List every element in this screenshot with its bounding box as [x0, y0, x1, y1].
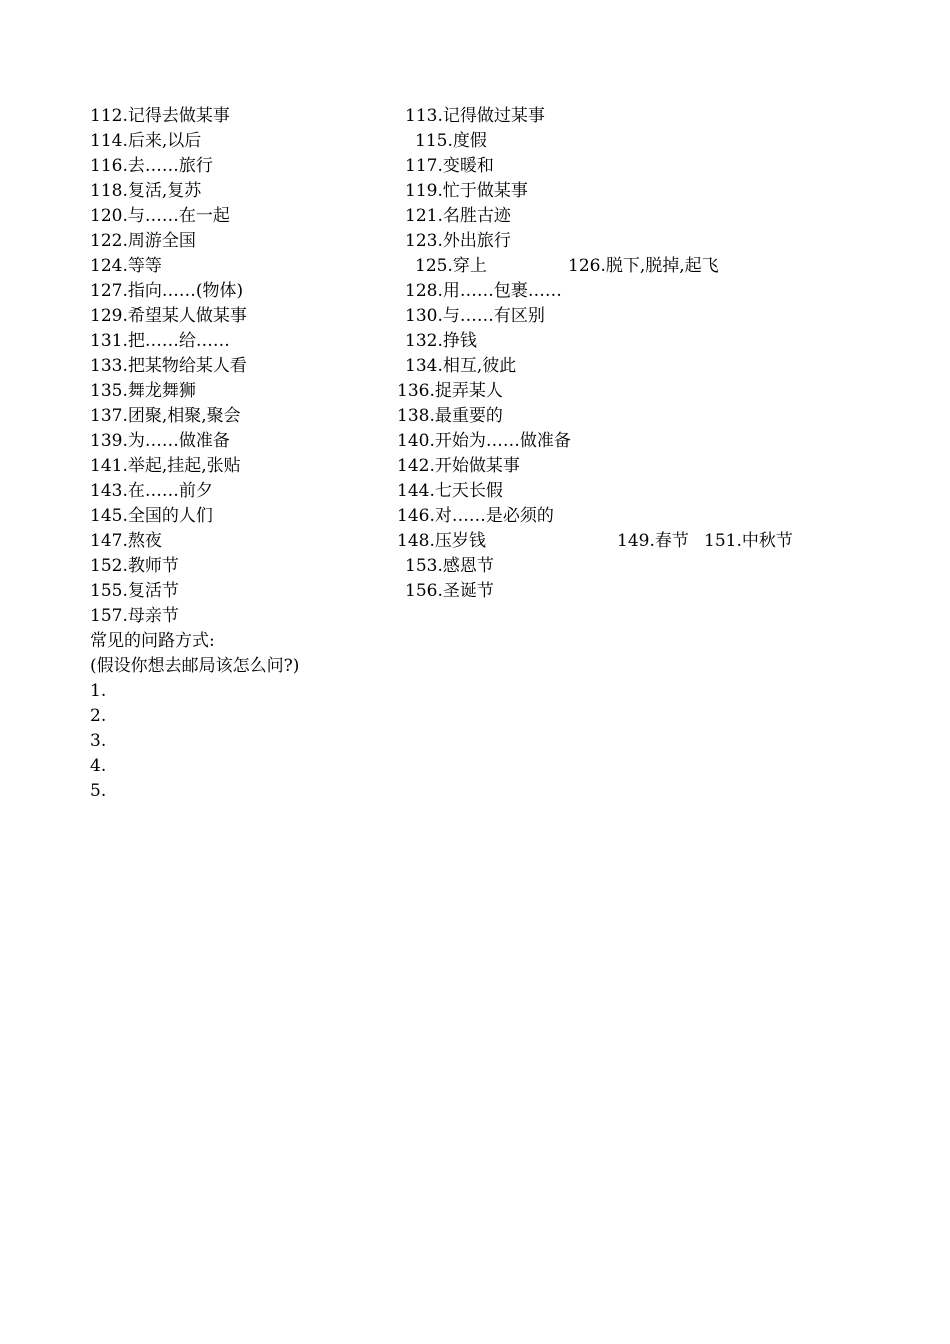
phrase-129: 129.希望某人做某事 [90, 306, 247, 326]
phrase-113: 113.记得做过某事 [405, 106, 545, 126]
phrase-115: 115.度假 [415, 131, 487, 151]
answer-line-4: 4. [90, 756, 107, 776]
phrase-123: 123.外出旅行 [405, 231, 511, 251]
phrase-153: 153.感恩节 [405, 556, 494, 576]
phrase-133: 133.把某物给某人看 [90, 356, 247, 376]
phrase-141: 141.举起,挂起,张贴 [90, 456, 241, 476]
answer-line-2: 2. [90, 706, 107, 726]
answer-line-3: 3. [90, 731, 107, 751]
phrase-155: 155.复活节 [90, 581, 179, 601]
phrase-136: 136.捉弄某人 [397, 381, 503, 401]
phrase-119: 119.忙于做某事 [405, 181, 528, 201]
phrase-142: 142.开始做某事 [397, 456, 520, 476]
phrase-156: 156.圣诞节 [405, 581, 494, 601]
phrase-137: 137.团聚,相聚,聚会 [90, 406, 241, 426]
phrase-146: 146.对……是必须的 [397, 506, 554, 526]
phrase-124: 124.等等 [90, 256, 162, 276]
phrase-134: 134.相互,彼此 [405, 356, 517, 376]
phrase-144: 144.七天长假 [397, 481, 503, 501]
phrase-116: 116.去……旅行 [90, 156, 213, 176]
phrase-127: 127.指向……(物体) [90, 281, 244, 301]
phrase-151: 151.中秋节 [704, 531, 793, 551]
phrase-117: 117.变暖和 [405, 156, 494, 176]
phrase-143: 143.在……前夕 [90, 481, 213, 501]
phrase-147: 147.熬夜 [90, 531, 162, 551]
phrase-118: 118.复活,复苏 [90, 181, 202, 201]
phrase-148: 148.压岁钱 [397, 531, 486, 551]
phrase-121: 121.名胜古迹 [405, 206, 511, 226]
question-prompt: (假设你想去邮局该怎么问?) [90, 656, 300, 676]
phrase-138: 138.最重要的 [397, 406, 503, 426]
question-heading: 常见的问路方式: [90, 631, 215, 651]
phrase-132: 132.挣钱 [405, 331, 477, 351]
phrase-145: 145.全国的人们 [90, 506, 213, 526]
phrase-149: 149.春节 [617, 531, 689, 551]
answer-line-5: 5. [90, 781, 107, 801]
phrase-140: 140.开始为……做准备 [397, 431, 571, 451]
phrase-139: 139.为……做准备 [90, 431, 230, 451]
phrase-120: 120.与……在一起 [90, 206, 230, 226]
phrase-130: 130.与……有区别 [405, 306, 545, 326]
phrase-114: 114.后来,以后 [90, 131, 202, 151]
phrase-135: 135.舞龙舞狮 [90, 381, 196, 401]
phrase-122: 122.周游全国 [90, 231, 196, 251]
phrase-131: 131.把……给…… [90, 331, 230, 351]
phrase-126: 126.脱下,脱掉,起飞 [568, 256, 719, 276]
answer-line-1: 1. [90, 681, 107, 701]
phrase-112: 112.记得去做某事 [90, 106, 230, 126]
phrase-128: 128.用……包裹…… [405, 281, 562, 301]
phrase-125: 125.穿上 [415, 256, 487, 276]
phrase-157: 157.母亲节 [90, 606, 179, 626]
phrase-152: 152.教师节 [90, 556, 179, 576]
